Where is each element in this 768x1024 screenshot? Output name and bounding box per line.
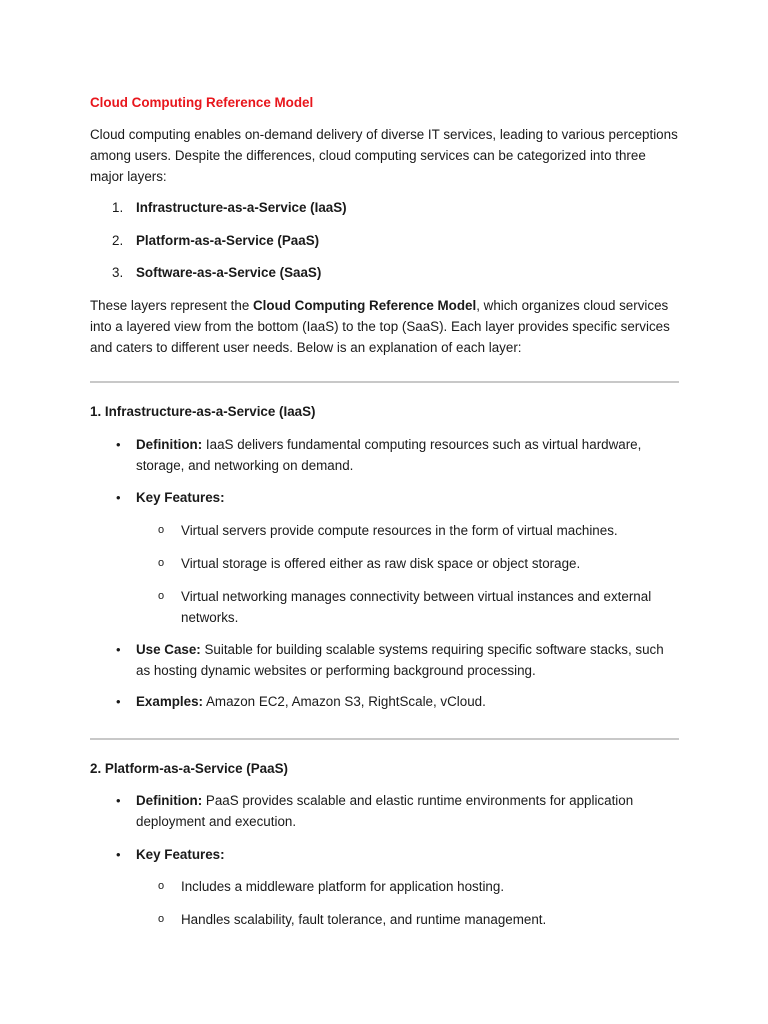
definition-text: PaaS provides scalable and elastic runtime environments for application deployment and execution. — [136, 793, 634, 829]
examples-text: Amazon EC2, Amazon S3, RightScale, vCloud. — [203, 694, 486, 709]
list-item-iaas: Infrastructure-as-a-Service (IaaS) — [136, 200, 347, 215]
list-number: 2. — [112, 233, 124, 248]
bullet-glyph: • — [116, 490, 121, 505]
iaas-key-features-label: Key Features: — [136, 490, 225, 505]
iaas-feature-item: Virtual networking manages connectivity between virtual instances and external networks. — [181, 589, 652, 625]
paas-feature-item: Handles scalability, fault tolerance, and runtime management. — [181, 912, 547, 927]
list-item-saas: Software-as-a-Service (SaaS) — [136, 265, 322, 280]
bullet-glyph: • — [116, 437, 121, 452]
use-case-text: Suitable for building scalable systems requiring specific software stacks, such as hosting dynamic websites or performing background processing. — [136, 642, 664, 678]
list-number: 1. — [112, 200, 124, 215]
document-title: Cloud Computing Reference Model — [90, 95, 314, 110]
summary-text-before: These layers represent the — [90, 298, 254, 313]
iaas-definition — [136, 434, 676, 476]
paas-feature-item: Includes a middleware platform for application hosting. — [181, 879, 505, 894]
bullet-glyph: • — [116, 694, 121, 709]
iaas-examples — [136, 691, 676, 712]
iaas-feature-item: Virtual servers provide compute resources in the form of virtual machines. — [181, 523, 618, 538]
intro-paragraph: Cloud computing enables on-demand delivery of diverse IT services, leading to various perceptions among users. Despite the differences, cloud computing services can be categorized into three major layers: — [90, 127, 678, 184]
paas-definition — [136, 790, 676, 832]
sub-bullet-glyph: o — [158, 590, 165, 602]
list-number: 3. — [112, 265, 124, 280]
sub-bullet-glyph: o — [158, 880, 165, 892]
summary-text-after: , which organizes cloud services into a layered view from the bottom (IaaS) to the top (SaaS). Each layer provides specific services and caters to different user needs. Below is an explanation of each layer: — [90, 298, 670, 355]
use-case-label: Use Case: — [136, 642, 201, 657]
sub-bullet-glyph: o — [158, 557, 165, 569]
bullet-glyph: • — [116, 642, 121, 657]
definition-label: Definition: — [136, 793, 203, 808]
bullet-glyph: • — [116, 847, 121, 862]
paas-key-features-label: Key Features: — [136, 847, 225, 862]
definition-text: IaaS delivers fundamental computing resources such as virtual hardware, storage, and networking on demand. — [136, 437, 642, 473]
section-heading-paas: 2. Platform-as-a-Service (PaaS) — [90, 761, 288, 776]
examples-label: Examples: — [136, 694, 203, 709]
section-divider — [90, 381, 679, 383]
definition-label: Definition: — [136, 437, 203, 452]
iaas-feature-item: Virtual storage is offered either as raw disk space or object storage. — [181, 556, 581, 571]
list-item-paas: Platform-as-a-Service (PaaS) — [136, 233, 320, 248]
bullet-glyph: • — [116, 793, 121, 808]
section-heading-iaas: 1. Infrastructure-as-a-Service (IaaS) — [90, 404, 316, 419]
summary-paragraph — [90, 295, 680, 358]
section-divider — [90, 738, 679, 740]
sub-bullet-glyph: o — [158, 913, 165, 925]
summary-bold-term: Cloud Computing Reference Model — [253, 298, 477, 313]
sub-bullet-glyph: o — [158, 524, 165, 536]
iaas-use-case — [136, 639, 676, 681]
